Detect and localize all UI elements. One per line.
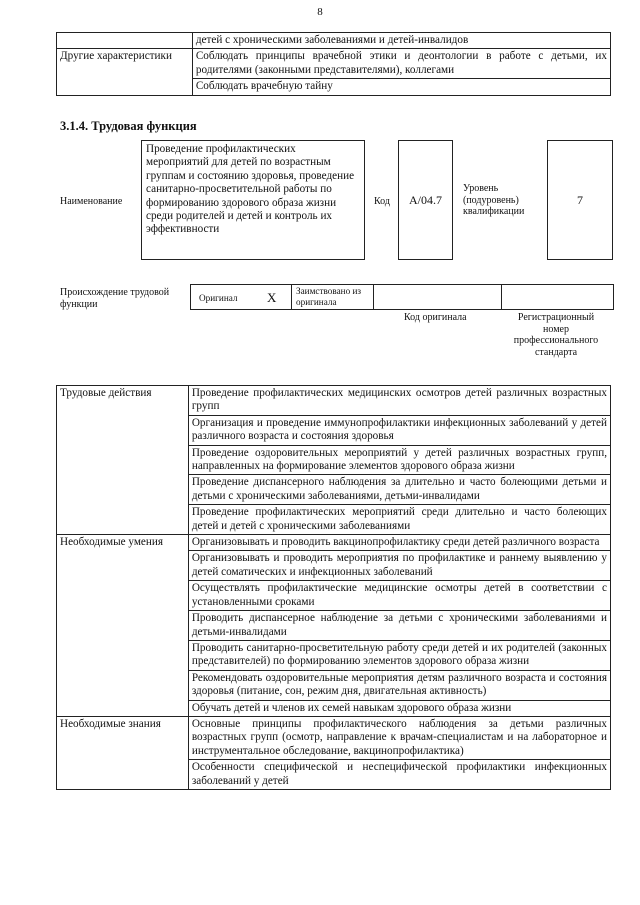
table-cell: детей с хроническими заболеваниями и детей-инвалидов: [192, 33, 610, 49]
table-cell: Соблюдать принципы врачебной этики и деонтологии в работе с детьми, их родителями (законными представителями), коллегами: [192, 49, 610, 79]
code-label: Код: [374, 196, 390, 207]
borrowed-label: Заимствовано из оригинала: [296, 286, 362, 307]
original-checkmark: X: [267, 290, 277, 305]
code-original-label: Код оригинала: [404, 312, 467, 323]
table-cell: Осуществлять профилактические медицинские осмотры детей в соответствии с установленными сроками: [188, 581, 610, 611]
level-value-box: 7: [547, 140, 613, 260]
table-cell: Проведение диспансерного наблюдения за длительно и часто болеющими детьми и детьми с хроническими заболеваниями, детьми-инвалидами: [188, 475, 610, 505]
other-characteristics-table: [56, 32, 611, 96]
table-cell: Организовывать и проводить вакцинопрофилактику среди детей различного возраста: [188, 535, 610, 551]
table-cell: Проводить санитарно-просветительную работу среди детей и их родителей (законных представителей) по формированию элементов здорового образа жизни: [188, 640, 610, 670]
table-cell: Основные принципы профилактического наблюдения за детьми различных возрастных групп (осмотр, направление к врачам-специалистам и на лабораторное и инструментальное обследование, вакцинопрофилактика): [188, 716, 610, 759]
reg-number-label: Регистрационный номер профессионального стандарта: [513, 312, 599, 358]
function-name-box: Проведение профилактических мероприятий для детей по возрастным группам и состоянию здоровья, проведение санитарно-просветительной работы по формированию здорового образа жизни среди родителей и детей и контроль их эффективности: [141, 140, 365, 260]
row-label: Необходимые умения: [57, 535, 189, 717]
section-title: 3.1.4. Трудовая функция: [60, 119, 197, 133]
table-cell: Организовывать и проводить мероприятия по профилактике и раннему выявлению у детей соматических и инфекционных заболеваний: [188, 551, 610, 581]
row-label: Необходимые знания: [57, 716, 189, 789]
table-cell: Проведение профилактических мероприятий среди длительно и часто болеющих детей и детей с хроническими заболеваниями: [188, 505, 610, 535]
level-label: Уровень (подуровень) квалификации: [463, 183, 525, 217]
row-label: Другие характеристики: [57, 49, 193, 95]
table-cell: Проведение профилактических медицинских осмотров детей различных возрастных групп: [188, 386, 610, 416]
origin-label: Происхождение трудовой функции: [60, 287, 170, 310]
table-cell: Соблюдать врачебную тайну: [192, 79, 610, 95]
labor-function-table: [56, 385, 611, 790]
table-cell: Обучать детей и членов их семей навыкам здорового образа жизни: [188, 700, 610, 716]
page-number: 8: [317, 6, 323, 18]
original-label: Оригинал: [199, 293, 238, 303]
table-cell: Особенности специфической и неспецифической профилактики инфекционных заболеваний у детей: [188, 760, 610, 790]
row-label: Трудовые действия: [57, 386, 189, 535]
code-value-box: A/04.7: [398, 140, 453, 260]
name-label: Наименование: [60, 196, 123, 207]
table-cell: Проводить диспансерное наблюдение за детьми с хроническими заболеваниями и детьми-инвалидами: [188, 611, 610, 641]
table-cell: Рекомендовать оздоровительные мероприятия детям различного возраста и состояния здоровья (питание, сон, режим дня, двигательная активность): [188, 670, 610, 700]
table-cell: Организация и проведение иммунопрофилактики инфекционных заболеваний у детей различного возраста и состояния здоровья: [188, 415, 610, 445]
origin-box: [190, 284, 614, 310]
empty-cell: [57, 33, 193, 49]
table-cell: Проведение оздоровительных мероприятий у детей различных возрастных групп, направленных на формирование элементов здорового образа жизни: [188, 445, 610, 475]
